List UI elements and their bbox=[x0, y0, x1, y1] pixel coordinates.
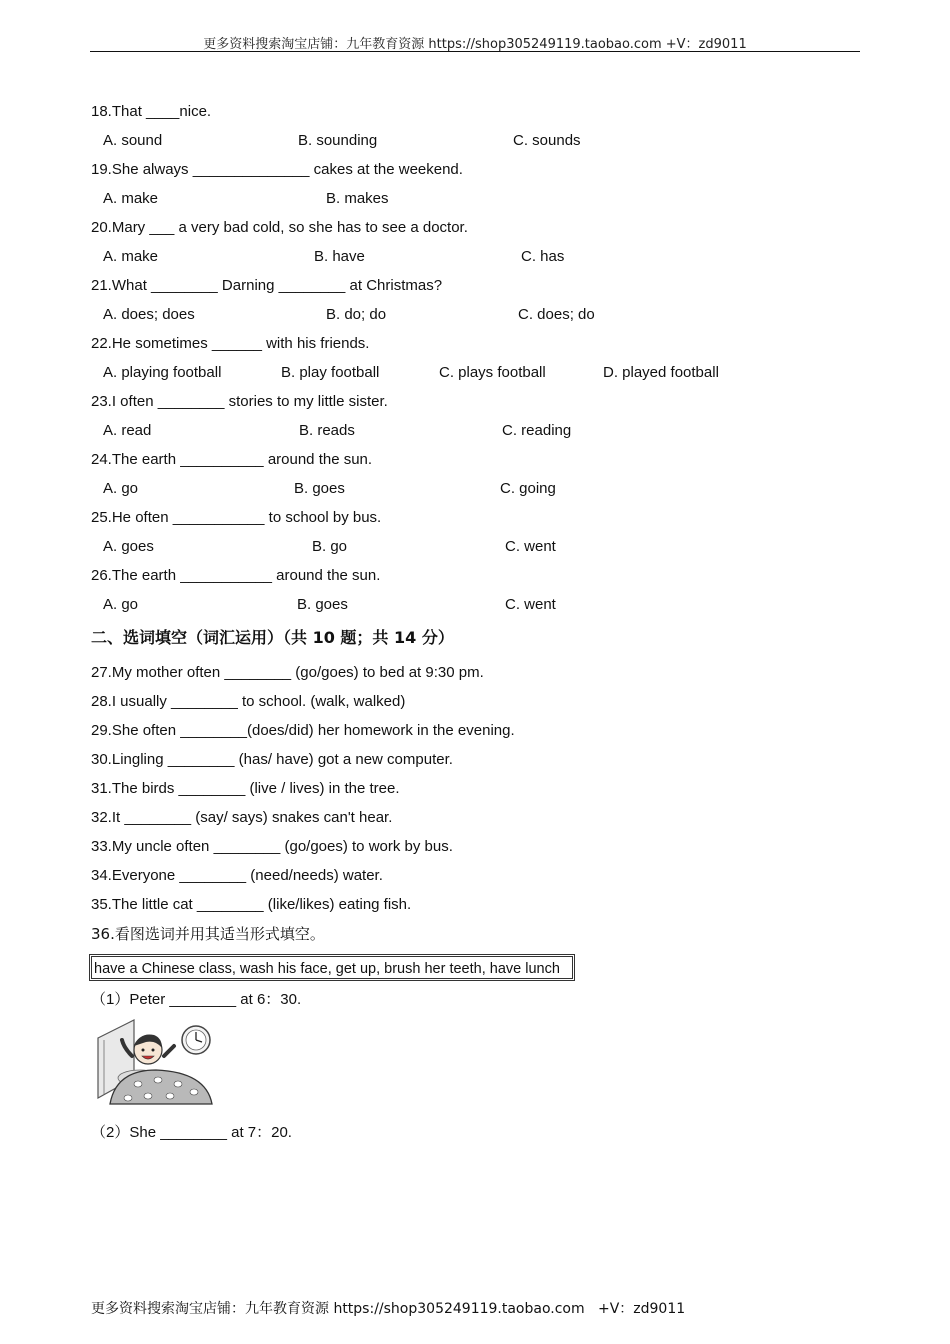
q18-option-a: A. sound bbox=[103, 132, 163, 149]
q18-option-b: B. sounding bbox=[298, 132, 378, 149]
q20-option-b: B. have bbox=[314, 248, 365, 265]
q22-option-c: C. plays football bbox=[439, 364, 546, 381]
q24-option-b: B. goes bbox=[294, 480, 345, 497]
question-35: 35.The little cat ________ (like/likes) eating fish. bbox=[91, 896, 412, 913]
question-34: 34.Everyone ________ (need/needs) water. bbox=[91, 867, 383, 884]
question-29: 29.She often ________(does/did) her homework in the evening. bbox=[91, 722, 515, 739]
q18-option-c: C. sounds bbox=[513, 132, 581, 149]
q20-option-a: A. make bbox=[103, 248, 159, 265]
q19-option-b: B. makes bbox=[326, 190, 389, 207]
q25-option-c: C. went bbox=[505, 538, 556, 555]
question-20: 20.Mary ___ a very bad cold, so she has to see a doctor. bbox=[91, 219, 468, 236]
q26-option-b: B. goes bbox=[297, 596, 348, 613]
section-2-title: 二、选词填空（词汇运用）（共 10 题；共 14 分） bbox=[91, 628, 454, 647]
q26-option-a: A. go bbox=[103, 596, 139, 613]
page-header: 更多资料搜索淘宝店铺：九年教育资源 https://shop305249119.taobao.com +V：zd9011 bbox=[203, 37, 747, 52]
word-box: have a Chinese class, wash his face, get up, brush her teeth, have lunch bbox=[89, 954, 575, 981]
q20-option-c: C. has bbox=[521, 248, 565, 265]
question-23: 23.I often ________ stories to my little sister. bbox=[91, 393, 388, 410]
boy-waking-up-picture bbox=[96, 1018, 216, 1106]
question-28: 28.I usually ________ to school. (walk, walked) bbox=[91, 693, 406, 710]
question-18: 18.That ____nice. bbox=[91, 103, 212, 120]
question-19: 19.She always ______________ cakes at the weekend. bbox=[91, 161, 463, 178]
question-32: 32.It ________ (say/ says) snakes can't hear. bbox=[91, 809, 393, 826]
question-36-part-2: （2）She ________ at 7：20. bbox=[91, 1124, 292, 1141]
question-22: 22.He sometimes ______ with his friends. bbox=[91, 335, 370, 352]
q24-option-a: A. go bbox=[103, 480, 139, 497]
question-36: 36.看图选词并用其适当形式填空。 bbox=[91, 925, 325, 943]
question-30: 30.Lingling ________ (has/ have) got a new computer. bbox=[91, 751, 453, 768]
q21-option-c: C. does; do bbox=[518, 306, 595, 323]
q19-option-a: A. make bbox=[103, 190, 159, 207]
question-26: 26.The earth ___________ around the sun. bbox=[91, 567, 381, 584]
question-33: 33.My uncle often ________ (go/goes) to work by bus. bbox=[91, 838, 453, 855]
q23-option-b: B. reads bbox=[299, 422, 355, 439]
q24-option-c: C. going bbox=[500, 480, 556, 497]
question-36-part-1: （1）Peter ________ at 6：30. bbox=[91, 991, 302, 1008]
q23-option-c: C. reading bbox=[502, 422, 572, 439]
question-21: 21.What ________ Darning ________ at Christmas? bbox=[91, 277, 443, 294]
header-divider bbox=[90, 51, 860, 52]
q22-option-a: A. playing football bbox=[103, 364, 222, 381]
q25-option-a: A. goes bbox=[103, 538, 154, 555]
q25-option-b: B. go bbox=[312, 538, 348, 555]
q22-option-d: D. played football bbox=[603, 364, 719, 381]
q22-option-b: B. play football bbox=[281, 364, 380, 381]
q21-option-b: B. do; do bbox=[326, 306, 387, 323]
q23-option-a: A. read bbox=[103, 422, 152, 439]
q21-option-a: A. does; does bbox=[103, 306, 195, 323]
question-25: 25.He often ___________ to school by bus. bbox=[91, 509, 382, 526]
question-27: 27.My mother often ________ (go/goes) to bed at 9:30 pm. bbox=[91, 664, 484, 681]
q26-option-c: C. went bbox=[505, 596, 556, 613]
page-footer: 更多资料搜索淘宝店铺：九年教育资源 https://shop305249119.taobao.com +V：zd9011 bbox=[91, 1301, 686, 1317]
question-24: 24.The earth __________ around the sun. bbox=[91, 451, 373, 468]
question-31: 31.The birds ________ (live / lives) in the tree. bbox=[91, 780, 400, 797]
clock-icon bbox=[182, 1026, 210, 1054]
